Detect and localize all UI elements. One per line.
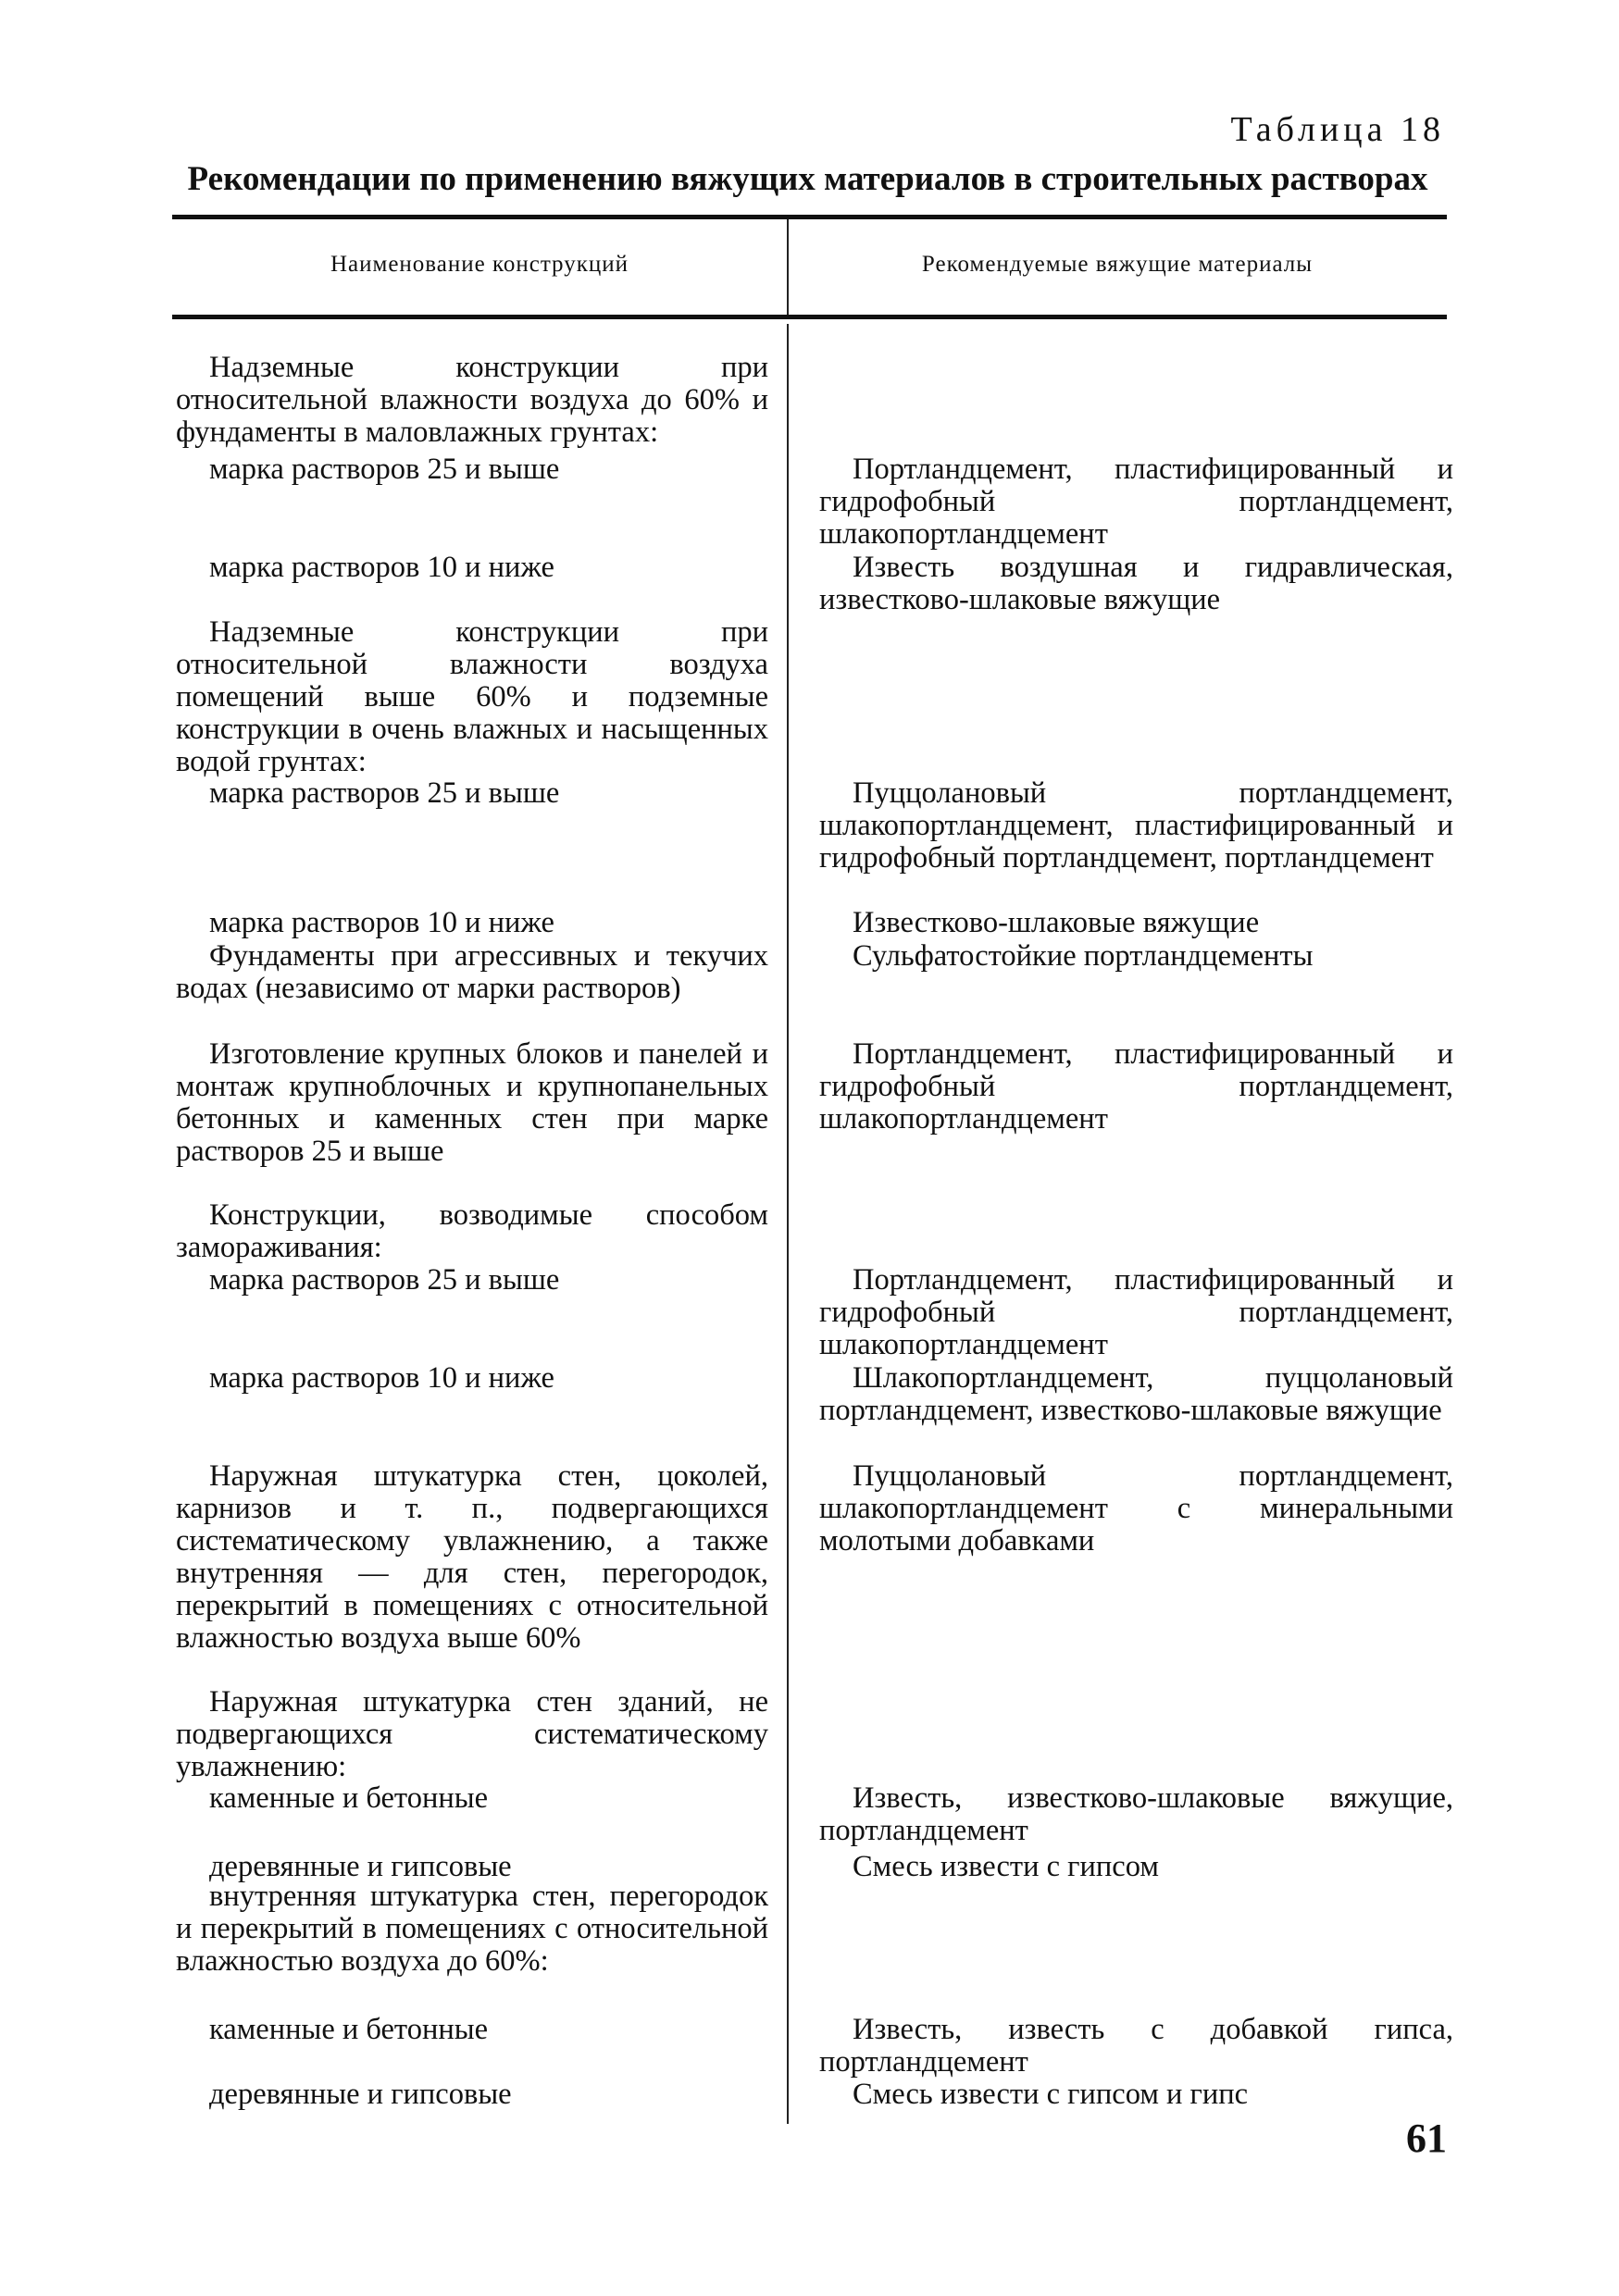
- construction-cell: каменные и бетонные: [209, 2013, 489, 2046]
- table-label: Таблица 18: [1230, 110, 1445, 149]
- construction-cell: каменные и бетонные: [209, 1781, 489, 1815]
- construction-cell: Изготовление крупных блоков и панелей и монтаж крупноблочных и крупнопанельных бетонных и каменных стен при марке растворов 25 и выше: [176, 1037, 768, 1168]
- binder-cell: Портландцемент, пластифицированный и гидрофобный портландцемент, шлакопортландцемент: [819, 453, 1453, 551]
- construction-cell: марка растворов 10 и ниже: [209, 1361, 554, 1395]
- binder-cell: Известь воздушная и гидравлическая, известково-шлаковые вяжущие: [819, 551, 1453, 616]
- construction-cell: Надземные конструкции при относительной влажности воздуха до 60% и фундаменты в маловлажных грунтах:: [176, 351, 768, 449]
- binder-cell: Пуццолановый портландцемент, шлакопортландцемент, пластифицированный и гидрофобный портландцемент, портландцемент: [819, 776, 1453, 875]
- construction-cell: деревянные и гипсовые: [209, 2078, 512, 2111]
- construction-cell: внутренняя штукатурка стен, перегородок и перекрытий в помещениях с относительной влажностью воздуха до 60%:: [176, 1880, 768, 1978]
- column-header-right: Рекомендуемые вяжущие материалы: [921, 252, 1314, 277]
- construction-cell: марка растворов 25 и выше: [209, 776, 560, 810]
- binder-cell: Портландцемент, пластифицированный и гидрофобный портландцемент, шлакопортландцемент: [819, 1037, 1453, 1136]
- page-number: 61: [1406, 2116, 1447, 2161]
- top-rule: [172, 215, 1447, 219]
- header-bottom-rule: [172, 315, 1447, 319]
- construction-cell: марка растворов 10 и ниже: [209, 906, 554, 939]
- binder-cell: Шлакопортландцемент, пуццолановый портландцемент, известково-шлаковые вяжущие: [819, 1361, 1453, 1427]
- binder-cell: Смесь извести с гипсом: [853, 1850, 1159, 1883]
- binder-cell: Смесь извести с гипсом и гипс: [853, 2078, 1249, 2111]
- binder-cell: Портландцемент, пластифицированный и гидрофобный портландцемент, шлакопортландцемент: [819, 1263, 1453, 1361]
- construction-cell: деревянные и гипсовые: [209, 1850, 512, 1883]
- column-header-left: Наименование конструкций: [330, 252, 629, 277]
- construction-cell: Наружная штукатурка стен зданий, не подвергающихся систематическому увлажнению:: [176, 1685, 768, 1783]
- construction-cell: Фундаменты при агрессивных и текучих водах (независимо от марки растворов): [176, 939, 768, 1005]
- construction-cell: марка растворов 10 и ниже: [209, 551, 554, 584]
- construction-cell: Надземные конструкции при относительной влажности воздуха помещений выше 60% и подземные конструкции в очень влажных и насыщенных водой грунтах:: [176, 615, 768, 778]
- binder-cell: Сульфатостойкие портландцементы: [853, 939, 1314, 973]
- construction-cell: Наружная штукатурка стен, цоколей, карнизов и т. п., подвергающихся систематическому увлажнению, а также внутренняя — для стен, перегородок, перекрытий в помещениях с относительной влажностью воздуха выше 60%: [176, 1459, 768, 1655]
- construction-cell: Конструкции, возводимые способом замораживания:: [176, 1198, 768, 1264]
- construction-cell: марка растворов 25 и выше: [209, 453, 560, 486]
- construction-cell: марка растворов 25 и выше: [209, 1263, 560, 1297]
- binder-cell: Известь, известково-шлаковые вяжущие, портландцемент: [819, 1781, 1453, 1847]
- binder-cell: Известково-шлаковые вяжущие: [853, 906, 1260, 939]
- binder-cell: Пуццолановый портландцемент, шлакопортландцемент с минеральными молотыми добавками: [819, 1459, 1453, 1558]
- table-title: Рекомендации по применению вяжущих материалов в строительных растворах: [187, 160, 1428, 198]
- binder-cell: Известь, известь с добавкой гипса, портландцемент: [819, 2013, 1453, 2079]
